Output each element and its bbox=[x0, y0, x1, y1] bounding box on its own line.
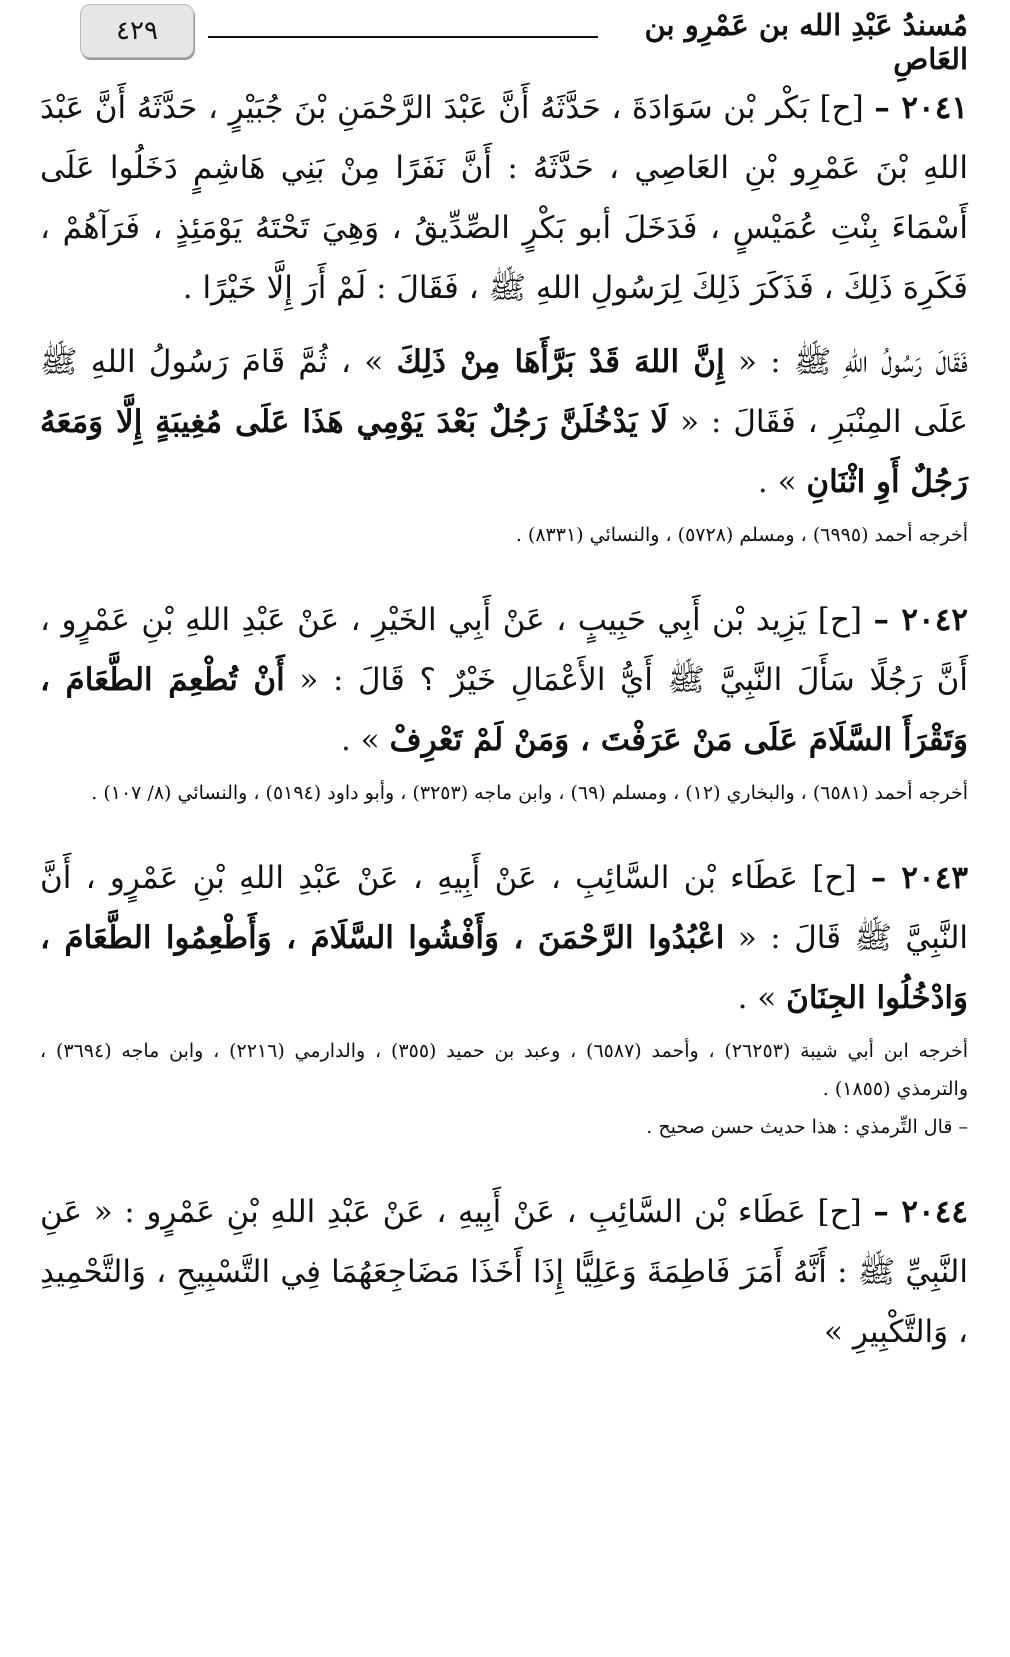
prophetic-saying: اعْبُدُوا الرَّحْمَنَ ، وَأَفْشُوا السَّلَامَ ، وَأَطْعِمُوا الطَّعَامَ ، وَادْخُلُوا الجِنَانَ bbox=[40, 920, 968, 1016]
page-header bbox=[40, 0, 968, 76]
prophetic-saying: لَا يَدْخُلَنَّ رَجُلٌ بَعْدَ يَوْمِي هَذَا عَلَى مُغِيبَةٍ إِلَّا وَمَعَهُ رَجُلٌ أَوِ اثْنَانِ bbox=[40, 404, 968, 500]
hadith-text: فَقَالَ رَسُولُ اللهِ ﷺ : « bbox=[737, 344, 969, 380]
running-title: مُسندُ عَبْدِ الله بن عَمْرِو بن العَاصِ bbox=[644, 8, 968, 76]
grading-note: – قال التِّرمذي : هذا حديث حسن صحيح . bbox=[646, 1116, 968, 1138]
hadith-number: ٢٠٤١ – bbox=[874, 90, 969, 126]
header-rule bbox=[208, 36, 598, 38]
hadith-number: ٢٠٤٢ – bbox=[873, 602, 968, 638]
page-number-badge: ٤٢٩ bbox=[80, 4, 194, 58]
prophetic-saying: إِنَّ اللهَ قَدْ بَرَّأَهَا مِنْ ذَلِكَ bbox=[396, 344, 725, 380]
hadith-text: [ح] بَكْر بْن سَوَادَةَ ، حَدَّثَهُ أَنَّ عَبْدَ الرَّحْمَنِ بْنَ جُبَيْرٍ ، حَدَّثَهُ أَنَّ عَبْدَ اللهِ بْنَ عَمْرِو بْنِ العَاصِي ، حَدَّثَهُ : أَنَّ نَفَرًا مِنْ بَنِي هَاشِمٍ دَخَلُوا عَلَى أَسْمَاءَ بِنْتِ عُمَيْسٍ ، فَدَخَلَ أبو بَكْرٍ الصِّدِّيقُ ، وَهِيَ تَحْتَهُ يَوْمَئِذٍ ، فَرَآهُمْ ، فَكَرِهَ ذَلِكَ ، فَذَكَرَ ذَلِكَ لِرَسُولِ اللهِ ﷺ ، فَقَالَ : لَمْ أَرَ إِلَّا خَيْرًا . bbox=[40, 90, 968, 306]
hadith-text: » . bbox=[340, 722, 380, 758]
hadith-number: ٢٠٤٣ – bbox=[870, 860, 969, 896]
hadith-entry-2042 bbox=[40, 590, 968, 812]
hadith-text: [ح] عَطَاء بْن السَّائِبِ ، عَنْ أَبِيهِ ، عَنْ عَبْدِ اللهِ بْنِ عَمْرٍو ، أَنَّ النَّبِيَّ ﷺ قَالَ : « bbox=[40, 860, 969, 956]
hadith-paragraph bbox=[40, 1182, 968, 1362]
hadith-entry-2044 bbox=[40, 1182, 968, 1362]
takhrij-note: أخرجه ابن أبي شيبة (٢٦٢٥٣) ، وأحمد (٦٥٨٧) ، وعبد بن حميد (٣٥٥) ، والدارمي (٢٢١٦) ، وابن ماجه (٣٦٩٤) ، والترمذي (١٨٥٥) . bbox=[40, 1040, 968, 1100]
hadith-entry-2043 bbox=[40, 848, 968, 1146]
hadith-text: » ، ثُمَّ قَامَ رَسُولُ اللهِ ﷺ عَلَى المِنْبَرِ ، فَقَالَ : « bbox=[40, 344, 969, 440]
hadith-text: » . bbox=[737, 980, 777, 1016]
hadith-text: » . bbox=[757, 464, 797, 500]
hadith-paragraph bbox=[40, 332, 968, 512]
takhrij-note: أخرجه أحمد (٦٩٩٥) ، ومسلم (٥٧٢٨) ، والنسائي (٨٣٣١) . bbox=[515, 524, 968, 546]
hadith-text: [ح] عَطَاء بْن السَّائِبِ ، عَنْ أَبِيهِ ، عَنْ عَبْدِ اللهِ بْنِ عَمْرٍو : « عَنِ النَّبِيِّ ﷺ : أَنَّهُ أَمَرَ فَاطِمَةَ وَعَلِيًّا إِذَا أَخَذَا مَضَاجِعَهُمَا فِي التَّسْبِيحِ ، وَالتَّحْمِيدِ ، وَالتَّكْبِيرِ » bbox=[40, 1194, 968, 1350]
prophetic-saying: أَنْ تُطْعِمَ الطَّعَامَ ، وَتَقْرَأَ السَّلَامَ عَلَى مَنْ عَرَفْتَ ، وَمَنْ لَمْ تَعْرِفْ bbox=[40, 662, 968, 758]
takhrij-note: أخرجه أحمد (٦٥٨١) ، والبخاري (١٢) ، ومسلم (٦٩) ، وابن ماجه (٣٢٥٣) ، وأبو داود (٥١٩٤) ، والنسائي (٨/ ١٠٧) . bbox=[91, 782, 968, 804]
hadith-paragraph bbox=[40, 78, 968, 318]
hadith-text: [ح] يَزِيد بْن أَبِي حَبِيبٍ ، عَنْ أَبِي الخَيْرِ ، عَنْ عَبْدِ اللهِ بْنِ عَمْرٍو ، أَنَّ رَجُلًا سَأَلَ النَّبِيَّ ﷺ أَيُّ الأَعْمَالِ خَيْرٌ ؟ قَالَ : « bbox=[40, 602, 969, 698]
hadith-number: ٢٠٤٤ – bbox=[873, 1194, 969, 1230]
hadith-paragraph bbox=[40, 590, 968, 770]
hadith-entry-2041 bbox=[40, 78, 968, 554]
hadith-paragraph bbox=[40, 848, 968, 1028]
